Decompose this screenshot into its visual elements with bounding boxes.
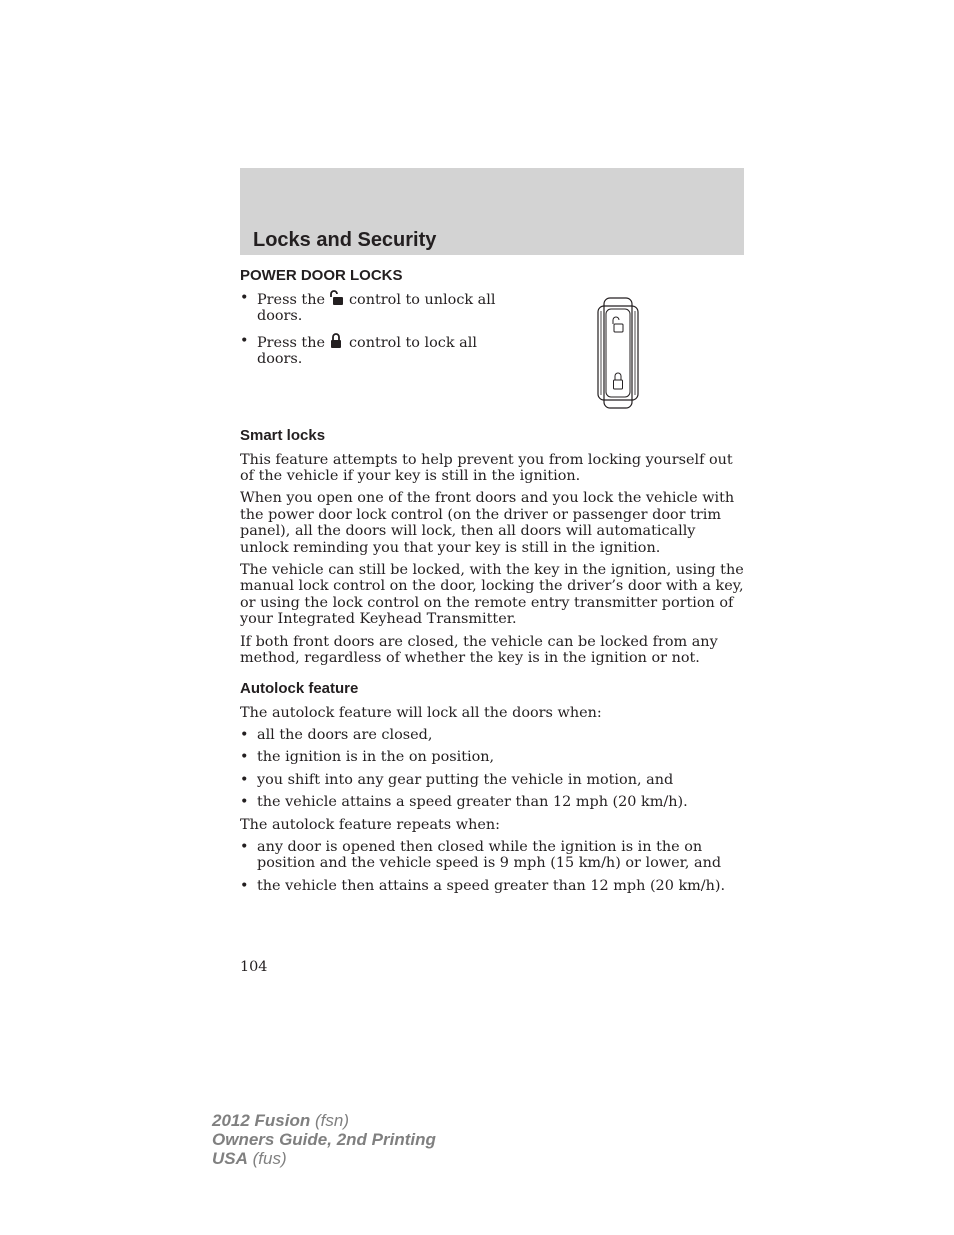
- autolock-repeat-list: [240, 839, 744, 894]
- autolock-intro: The autolock feature will lock all the doors when:: [240, 704, 602, 721]
- list-item: • the vehicle attains a speed greater than 12 mph (20 km/h).: [240, 794, 744, 810]
- list-item: • the vehicle then attains a speed greater than 12 mph (20 km/h).: [240, 878, 744, 894]
- list-item: • all the doors are closed,: [240, 727, 744, 743]
- page-content: [240, 266, 744, 894]
- page-number: 104: [240, 959, 268, 975]
- footer-market-code: (fus): [247, 1149, 287, 1168]
- list-item: • the ignition is in the on position,: [240, 749, 744, 765]
- section-title: Locks and Security: [253, 229, 437, 251]
- smart-locks-heading: Smart locks: [240, 426, 326, 444]
- footer-market: USA: [212, 1149, 248, 1168]
- footer-model-code: (fsn): [310, 1111, 349, 1130]
- power-door-locks-heading: POWER DOOR LOCKS: [240, 267, 403, 284]
- power-door-locks-list: [240, 290, 510, 368]
- smart-locks-paragraph: When you open one of the front doors and you lock the vehicle with the power door lock control (on the driver or passenger door trim panel), all the doors will lock, then all doors will automatically unlock reminding you that your key is still in the ignition.: [240, 490, 735, 556]
- list-item: • Press the control to lock all doors.: [240, 333, 510, 368]
- unlock-icon: [328, 290, 344, 306]
- smart-locks-paragraph: The vehicle can still be locked, with the key in the ignition, using the manual lock control on the door, locking the driver’s door with a key, or using the lock control on the remote entry transmitter portion of your Integrated Keyhead Transmitter.: [240, 562, 744, 628]
- list-item: • any door is opened then closed while the ignition is in the on position and the vehicle speed is 9 mph (15 km/h) or lower, and: [240, 839, 744, 872]
- document-footer: [212, 1111, 436, 1168]
- list-item: • you shift into any gear putting the vehicle in motion, and: [240, 772, 744, 788]
- autolock-conditions-list: [240, 727, 744, 811]
- lock-icon: [328, 333, 344, 349]
- footer-model: 2012 Fusion: [212, 1111, 311, 1130]
- list-item: • Press the control to unlock all doors.: [240, 290, 510, 325]
- smart-locks-paragraph: If both front doors are closed, the vehicle can be locked from any method, regardless of whether the key is in the ignition or not.: [240, 633, 718, 667]
- footer-guide: Owners Guide, 2nd Printing: [212, 1130, 436, 1149]
- autolock-heading: Autolock feature: [240, 679, 359, 697]
- smart-locks-paragraph: This feature attempts to help prevent you from locking yourself out of the vehicle if your key is still in the ignition.: [240, 451, 733, 485]
- section-header-band: [240, 168, 744, 255]
- autolock-repeat-intro: The autolock feature repeats when:: [240, 816, 500, 833]
